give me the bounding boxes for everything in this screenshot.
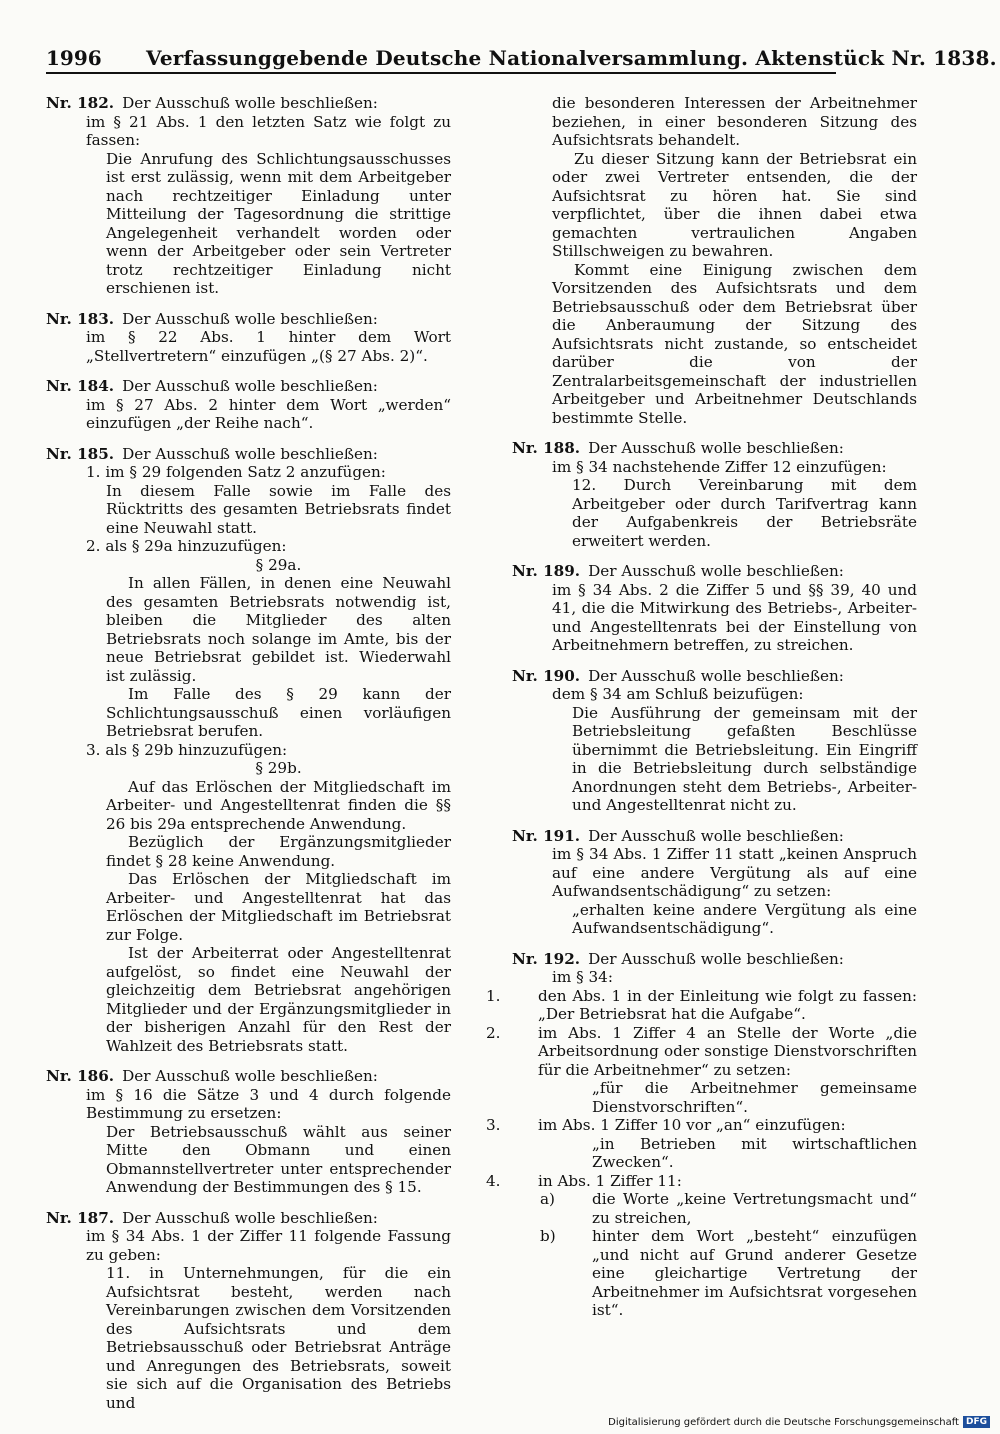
motion-instruction: im § 34 Abs. 1 Ziffer 11 statt „keinen Anspruch auf eine andere Vergütung als auf eine Aufwandsentschädigung“ zu setzen:: [552, 845, 917, 900]
motion-heading: [512, 827, 917, 846]
right-column: [486, 94, 917, 1332]
motion-intro: Der Ausschuß wolle beschließen:: [122, 94, 378, 112]
motion-number: Nr. 188.: [512, 439, 581, 457]
motion-number: Nr. 183.: [46, 309, 115, 328]
item-2: [486, 1023, 917, 1080]
motion-heading: [46, 94, 451, 113]
item-text: im Abs. 1 Ziffer 4 an Stelle der Worte „die Arbeitsordnung oder sonstige Dienstvorschriften für die Arbeitnehmer“ zu setzen:: [538, 1023, 917, 1079]
dfg-logo: DFG: [963, 1416, 990, 1428]
subitem-letter: a): [540, 1190, 555, 1208]
subitem-text: die Worte „keine Vertretungsmacht und“ zu streichen,: [592, 1190, 917, 1227]
motion-instruction: im § 21 Abs. 1 den letzten Satz wie folgt zu fassen:: [86, 112, 451, 149]
motion-187-continued: [512, 94, 917, 427]
item-2: 2. als § 29a hinzuzufügen:: [86, 537, 287, 555]
credit-text: Digitalisierung gefördert durch die Deutsche Forschungsgemeinschaft: [608, 1416, 959, 1428]
motion-188: [512, 439, 917, 550]
subitem-text: hinter dem Wort „besteht“ einzufügen „und nicht auf Grund anderer Gesetze eine gleichartige Vertretung der Arbeitnehmer im Aufsichtsrat vorgesehen ist“.: [592, 1227, 917, 1319]
page-header: [46, 46, 997, 74]
motion-instruction: im § 22 Abs. 1 hinter dem Wort „Stellvertretern“ einzufügen „(§ 27 Abs. 2)“.: [86, 328, 451, 365]
motion-heading: [46, 1067, 451, 1086]
section-paragraph: Ist der Arbeiterrat oder Angestelltenrat aufgelöst, so findet eine Neuwahl der gleichzeitig dem Betriebsrat angehörigen Mitglieder und der Ergänzungsmitglieder in der bisherigen Anzahl für den Rest der Wahlzeit des Betriebsrats statt.: [106, 944, 451, 1055]
motion-quote: Die Anrufung des Schlichtungsausschusses ist erst zulässig, wenn mit dem Arbeitgeber nach rechtzeitiger Einladung unter Mitteilung der Tagesordnung die strittige Angelegenheit verhandelt worden oder wenn der Arbeitgeber oder sein Vertreter trotz rechtzeitiger Einladung nicht erschienen ist.: [106, 149, 451, 297]
item-text: in Abs. 1 Ziffer 11:: [538, 1171, 682, 1190]
motion-heading: [46, 1209, 451, 1228]
continued-paragraph: Zu dieser Sitzung kann der Betriebsrat ein oder zwei Vertreter entsenden, die der Aufsichtsrat zu hören hat. Sie sind verpflichtet, über die ihnen dabei etwa gemachten vertraulichen Angaben Stillschweigen zu bewahren.: [552, 149, 917, 260]
motion-intro: Der Ausschuß wolle beschließen:: [588, 826, 844, 845]
subitem-letter: b): [540, 1227, 556, 1245]
item-3: 3. als § 29b hinzuzufügen:: [86, 740, 288, 759]
motion-quote: Der Betriebsausschuß wählt aus seiner Mitte den Obmann und einen Obmannstellvertreter unter entsprechender Anwendung der Bestimmungen des § 15.: [106, 1122, 451, 1196]
item-1: 1. im § 29 folgenden Satz 2 anzufügen:: [86, 463, 386, 481]
item-number: 2.: [486, 1023, 501, 1042]
motion-instruction: im § 34 nachstehende Ziffer 12 einzufügen:: [552, 457, 887, 476]
section-paragraph: In allen Fällen, in denen eine Neuwahl des gesamten Betriebsrats notwendig ist, bleiben die Mitglieder des alten Betriebsrats noch solange im Amte, bis der neue Betriebsrat gebildet ist. Wiederwahl ist zulässig.: [106, 574, 451, 685]
motion-190: [512, 667, 917, 815]
motion-intro: Der Ausschuß wolle beschließen:: [588, 439, 844, 457]
motion-heading: [512, 439, 917, 458]
motion-intro: Der Ausschuß wolle beschließen:: [588, 666, 844, 685]
motion-184: [46, 377, 451, 433]
item-number: 4.: [486, 1171, 501, 1190]
section-paragraph: Im Falle des § 29 kann der Schlichtungsausschuß einen vorläufigen Betriebsrat berufen.: [106, 685, 451, 740]
motion-instruction: im § 34:: [552, 968, 613, 986]
item-number: 3.: [486, 1116, 501, 1134]
motion-instruction: im § 34 Abs. 1 der Ziffer 11 folgende Fassung zu geben:: [86, 1227, 451, 1264]
motion-number: Nr. 192.: [512, 949, 581, 968]
motion-heading: [46, 377, 451, 396]
section-paragraph: Das Erlöschen der Mitgliedschaft im Arbeiter- und Angestelltenrat hat das Erlöschen der Mitgliedschaft im Betriebsrat zur Folge.: [106, 870, 451, 944]
motion-intro: Der Ausschuß wolle beschließen:: [122, 309, 378, 328]
item-1: [486, 986, 917, 1024]
page-number: 1996: [46, 46, 102, 70]
motion-intro: Der Ausschuß wolle beschließen:: [122, 377, 378, 395]
motion-quote: 11. in Unternehmungen, für die ein Aufsichtsrat besteht, werden nach Vereinbarungen zwischen dem Vorsitzenden des Aufsichtsrats und dem Betriebsausschuß oder Betriebsrat Anträge und Anregungen des Betriebsrats, soweit sie sich auf die Organisation des Betriebs und: [106, 1264, 451, 1412]
left-column: [46, 94, 451, 1424]
motion-182: [46, 94, 451, 298]
motion-quote: 12. Durch Vereinbarung mit dem Arbeitgeber oder durch Tarifvertrag kann der Aufgabenkreis der Betriebsräte erweitert werden.: [572, 476, 917, 550]
motion-186: [46, 1067, 451, 1197]
continued-paragraph: die besonderen Interessen der Arbeitnehmer beziehen, in einer besonderen Sitzung des Aufsichtsrats behandelt.: [552, 94, 917, 149]
motion-quote: „erhalten keine andere Vergütung als eine Aufwandsentschädigung“.: [572, 900, 917, 937]
motion-heading: [512, 562, 917, 581]
motion-intro: Der Ausschuß wolle beschließen:: [122, 444, 378, 463]
motion-heading: [512, 667, 917, 686]
motion-heading: [46, 310, 451, 329]
page-header-title: Verfassunggebende Deutsche Nationalversammlung. Aktenstück Nr. 1838.: [146, 46, 997, 70]
section-paragraph: Auf das Erlöschen der Mitgliedschaft im Arbeiter- und Angestelltenrat finden die §§ 26 bis 29a entsprechende Anwendung.: [106, 777, 451, 833]
item-4: [486, 1171, 917, 1191]
subitem-a: [512, 1190, 917, 1227]
motion-number: Nr. 186.: [46, 1067, 115, 1085]
motion-185: [46, 445, 451, 1056]
motion-192: [486, 949, 917, 1320]
continued-paragraph: Kommt eine Einigung zwischen dem Vorsitzenden des Aufsichtsrats und dem Betriebsausschuß oder dem Betriebsrat über die Anberaumung der Sitzung des Aufsichtsrats nicht zustande, so entscheidet darüber die von der Zentralarbeitsgemeinschaft der industriellen Arbeitgeber und Arbeitnehmer Deutschlands bestimmte Stelle.: [552, 260, 917, 427]
motion-heading: [512, 950, 917, 969]
item-text: im Abs. 1 Ziffer 10 vor „an“ einzufügen:: [538, 1116, 846, 1134]
motion-189: [512, 562, 917, 655]
motion-intro: Der Ausschuß wolle beschließen:: [588, 949, 844, 968]
motion-instruction: im § 34 Abs. 2 die Ziffer 5 und §§ 39, 40 und 41, die die Mitwirkung des Betriebs-, Arbeiter- und Angestelltenrats bei der Einstellung von Arbeitnehmern betreffen, zu streichen.: [552, 580, 917, 654]
motion-number: Nr. 185.: [46, 444, 115, 463]
motion-intro: Der Ausschuß wolle beschließen:: [122, 1208, 378, 1227]
item-text: den Abs. 1 in der Einleitung wie folgt zu fassen: „Der Betriebsrat hat die Aufgabe“.: [538, 986, 917, 1023]
motion-191: [512, 827, 917, 938]
motion-instruction: im § 27 Abs. 2 hinter dem Wort „werden“ einzufügen „der Reihe nach“.: [86, 395, 451, 432]
motion-number: Nr. 184.: [46, 377, 115, 395]
motion-instruction: im § 16 die Sätze 3 und 4 durch folgende Bestimmung zu ersetzen:: [86, 1085, 451, 1122]
motion-number: Nr. 191.: [512, 826, 581, 845]
digitization-credit: [608, 1416, 990, 1428]
motion-quote: Die Ausführung der gemeinsam mit der Betriebsleitung gefaßten Beschlüsse übernimmt die Betriebsleitung. Ein Eingriff in die Betriebsleitung durch selbständige Anordnungen steht dem Betriebs-, Arbeiter- und Angestelltenrat nicht zu.: [572, 703, 917, 814]
item-1-quote: In diesem Falle sowie im Falle des Rücktritts des gesamten Betriebsrats findet eine Neuwahl statt.: [106, 481, 451, 537]
motion-number: Nr. 190.: [512, 666, 581, 685]
item-number: 1.: [486, 986, 501, 1005]
item-3-quote: „in Betrieben mit wirtschaftlichen Zwecken“.: [592, 1134, 917, 1171]
motion-intro: Der Ausschuß wolle beschließen:: [122, 1067, 378, 1085]
motion-187: [46, 1209, 451, 1413]
item-2-quote: „für die Arbeitnehmer gemeinsame Dienstvorschriften“.: [592, 1079, 917, 1116]
motion-heading: [46, 445, 451, 464]
motion-183: [46, 310, 451, 366]
motion-intro: Der Ausschuß wolle beschließen:: [588, 562, 844, 580]
motion-instruction: dem § 34 am Schluß beizufügen:: [552, 685, 804, 703]
subitem-b: [512, 1227, 917, 1320]
motion-number: Nr. 182.: [46, 94, 115, 112]
section-heading: § 29a.: [255, 555, 302, 574]
motion-number: Nr. 189.: [512, 562, 581, 580]
section-paragraph: Bezüglich der Ergänzungsmitglieder findet § 28 keine Anwendung.: [106, 833, 451, 870]
item-3: [486, 1116, 917, 1135]
motion-number: Nr. 187.: [46, 1208, 115, 1227]
section-heading: § 29b.: [255, 759, 302, 777]
